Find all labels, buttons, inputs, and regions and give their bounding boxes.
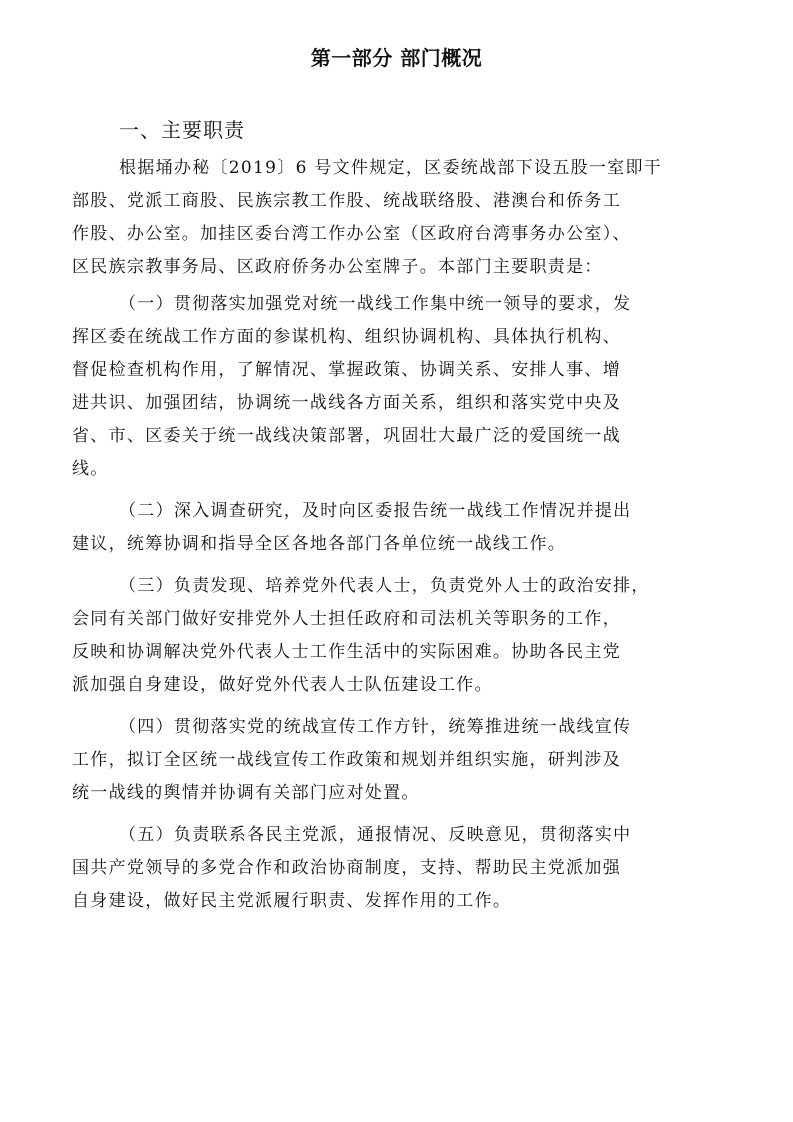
intro-line: 根据埇办秘〔2019〕6 号文件规定，区委统战部下设五股一室即干 bbox=[119, 158, 663, 178]
duty-item-5 bbox=[72, 819, 721, 918]
duty-line: 统一战线的舆情并协调有关部门应对处置。 bbox=[72, 783, 420, 803]
section-heading: 一、主要职责 bbox=[119, 118, 245, 142]
duty-line: （四）贯彻落实党的统战宣传工作方针，统筹推进统一战线宣传 bbox=[119, 717, 632, 737]
part-title: 第一部分 部门概况 bbox=[310, 46, 483, 70]
duty-line: 进共识、加强团结，协调统一战线各方面关系，组织和落实党中央及 bbox=[72, 393, 621, 413]
duty-line: 省、市、区委关于统一战线决策部署，巩固壮大最广泛的爱国统一战 bbox=[72, 426, 621, 446]
duty-item-3 bbox=[72, 570, 721, 702]
duty-line: 线。 bbox=[72, 459, 109, 479]
duty-item-4 bbox=[72, 711, 721, 810]
duty-item-1 bbox=[72, 288, 721, 486]
duty-line: 会同有关部门做好安排党外人士担任政府和司法机关等职务的工作， bbox=[72, 609, 621, 629]
duty-line: （一）贯彻落实加强党对统一战线工作集中统一领导的要求，发 bbox=[119, 294, 632, 314]
duty-line: （三）负责发现、培养党外代表人士，负责党外人士的政治安排， bbox=[119, 576, 650, 596]
intro-line: 部股、党派工商股、民族宗教工作股、统战联络股、港澳台和侨务工 bbox=[72, 191, 621, 211]
duty-line: 督促检查机构作用，了解情况、掌握政策、协调关系、安排人事、增 bbox=[72, 360, 621, 380]
duty-line: 反映和协调解决党外代表人士工作生活中的实际困难。协助各民主党 bbox=[72, 642, 621, 662]
duty-line: 自身建设，做好民主党派履行职责、发挥作用的工作。 bbox=[72, 891, 512, 911]
intro-paragraph bbox=[72, 152, 721, 284]
duty-line: 挥区委在统战工作方面的参谋机构、组织协调机构、具体执行机构、 bbox=[72, 327, 621, 347]
intro-line: 区民族宗教事务局、区政府侨务办公室牌子。本部门主要职责是： bbox=[72, 257, 603, 277]
intro-line: 作股、办公室。加挂区委台湾工作办公室（区政府台湾事务办公室）、 bbox=[72, 224, 631, 244]
duty-line: （二）深入调查研究，及时向区委报告统一战线工作情况并提出 bbox=[119, 501, 632, 521]
duty-line: （五）负责联系各民主党派，通报情况、反映意见，贯彻落实中 bbox=[119, 825, 632, 845]
duty-line: 工作，拟订全区统一战线宣传工作政策和规划并组织实施，研判涉及 bbox=[72, 750, 621, 770]
duty-line: 国共产党领导的多党合作和政治协商制度，支持、帮助民主党派加强 bbox=[72, 858, 621, 878]
duty-line: 派加强自身建设，做好党外代表人士队伍建设工作。 bbox=[72, 675, 493, 695]
duty-line: 建议，统筹协调和指导全区各地各部门各单位统一战线工作。 bbox=[72, 534, 567, 554]
duty-item-2 bbox=[72, 495, 721, 561]
